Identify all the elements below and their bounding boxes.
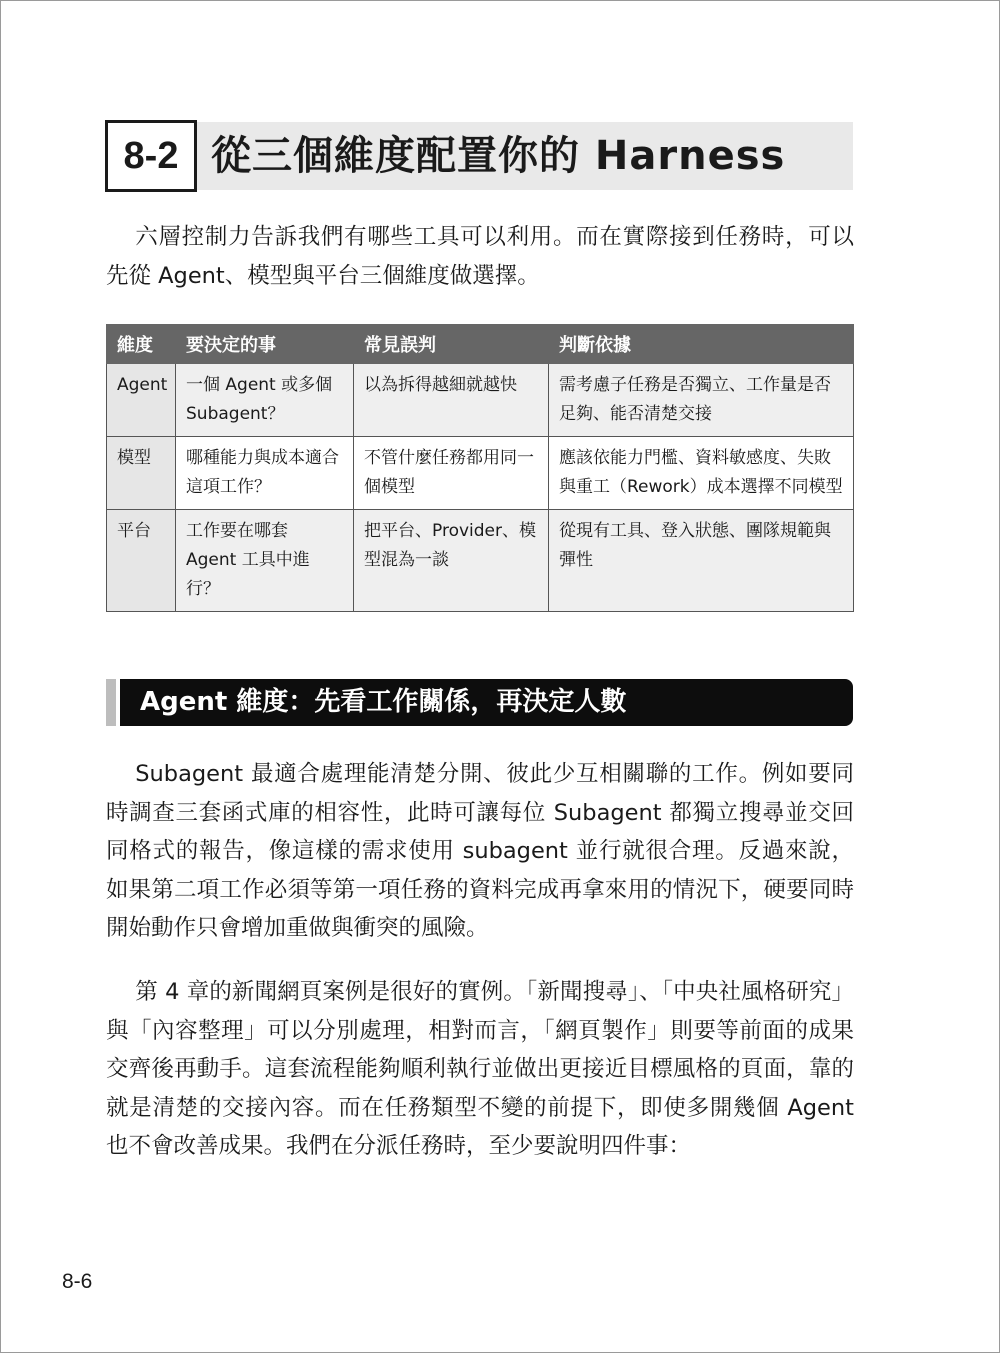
table-header: 判斷依據 <box>549 325 854 364</box>
subsection-heading <box>106 679 853 726</box>
table-cell: 需考慮子任務是否獨立、工作量是否足夠、能否清楚交接 <box>549 364 854 437</box>
section-title: 從三個維度配置你的 Harness <box>211 133 786 179</box>
section-number: 8-2 <box>105 120 197 192</box>
table-header: 要決定的事 <box>176 325 354 364</box>
table-row <box>107 437 854 510</box>
table-cell: 不管什麼任務都用同一個模型 <box>354 437 549 510</box>
table-cell: 哪種能力與成本適合這項工作？ <box>176 437 354 510</box>
section-heading <box>105 120 853 192</box>
dimension-table <box>106 324 853 612</box>
body-paragraph: Subagent 最適合處理能清楚分開、彼此少互相關聯的工作。例如要同時調查三套函式庫的相容性，此時可讓每位 Subagent 都獨立搜尋並交回同格式的報告，像這樣的需求使用 subagent 並行就很合理。反過來說，如果第二項工作必須等第一項任務的資料完成再拿來用的情況下，硬要同時開始動作只會增加重做與衝突的風險。 <box>106 761 854 941</box>
table-cell: 工作要在哪套 Agent 工具中進行？ <box>176 510 354 612</box>
table-row <box>107 510 854 612</box>
body-paragraph: 第 4 章的新聞網頁案例是很好的實例。「新聞搜尋」、「中央社風格研究」與「內容整理」可以分別處理，相對而言，「網頁製作」則要等前面的成果交齊後再動手。這套流程能夠順利執行並做出更接近目標風格的頁面，靠的就是清楚的交接內容。而在任務類型不變的前提下，即使多開幾個 Agent 也不會改善成果。我們在分派任務時，至少要說明四件事： <box>106 979 854 1159</box>
intro-paragraph: 六層控制力告訴我們有哪些工具可以利用。而在實際接到任務時，可以先從 Agent、模型與平台三個維度做選擇。 <box>106 224 854 289</box>
table-cell: 應該依能力門檻、資料敏感度、失敗與重工（Rework）成本選擇不同模型 <box>549 437 854 510</box>
table-cell: 以為拆得越細就越快 <box>354 364 549 437</box>
table-row <box>107 364 854 437</box>
table-header: 維度 <box>107 325 176 364</box>
subsection-title: Agent 維度：先看工作關係，再決定人數 <box>140 687 627 717</box>
table-header-row <box>107 325 854 364</box>
accent-bar <box>106 679 116 726</box>
table-cell: 一個 Agent 或多個 Subagent？ <box>176 364 354 437</box>
table-cell-dimension: 模型 <box>107 437 176 510</box>
table-header: 常見誤判 <box>354 325 549 364</box>
table-cell-dimension: 平台 <box>107 510 176 612</box>
page-number: 8-6 <box>62 1270 93 1293</box>
table-cell: 把平台、Provider、模型混為一談 <box>354 510 549 612</box>
table-cell: 從現有工具、登入狀態、團隊規範與彈性 <box>549 510 854 612</box>
table-cell-dimension: Agent <box>107 364 176 437</box>
